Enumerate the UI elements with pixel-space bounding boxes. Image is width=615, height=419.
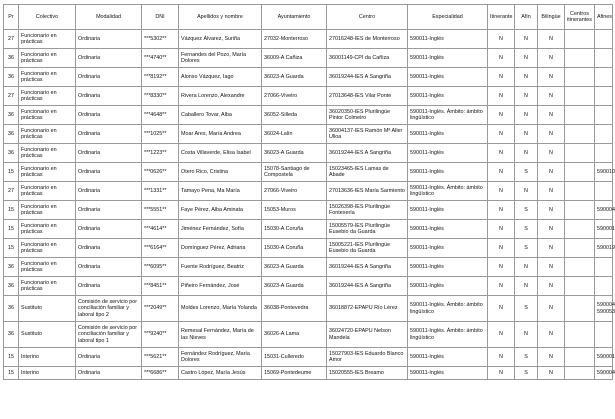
cell-centro: 36019244-IES A Sangriña	[327, 68, 408, 87]
cell-apellidos-nombre: Remesal Fernández, María de las Nieves	[179, 322, 262, 348]
cell-bilingue: N	[538, 296, 565, 322]
cell-itinerante: N	[488, 322, 515, 348]
cell-itinerante: N	[488, 201, 515, 220]
cell-centros-itinerantes	[565, 220, 595, 239]
cell-especialidad: 590011-Inglés	[408, 258, 488, 277]
cell-dni: ***8192**	[142, 68, 179, 87]
cell-itinerante: N	[488, 296, 515, 322]
cell-colectivo: Funcionario en prácticas	[19, 106, 76, 125]
cell-colectivo: Funcionario en prácticas	[19, 239, 76, 258]
cell-afin: N	[515, 277, 538, 296]
cell-pr: 36	[4, 49, 19, 68]
table-row	[4, 30, 613, 49]
cell-colectivo: Sustituto	[19, 296, 76, 322]
cell-modalidad: Ordinaria	[76, 348, 142, 367]
cell-centro: 27013648-IES Vilar Ponte	[327, 87, 408, 106]
cell-apellidos-nombre: Faye Pérez, Alba Aminata	[179, 201, 262, 220]
cell-centros-itinerantes	[565, 49, 595, 68]
cell-especialidad: 590011-Inglés. Ámbito: ámbito lingüístico	[408, 106, 488, 125]
cell-afin: N	[515, 87, 538, 106]
cell-centro: 15020555-IES Breamo	[327, 367, 408, 380]
cell-modalidad: Comisión de servicio por conciliación familiar y laboral tipo 1	[76, 322, 142, 348]
cell-especialidad: 590011-Inglés	[408, 239, 488, 258]
cell-centros-itinerantes	[565, 125, 595, 144]
cell-centros-itinerantes	[565, 106, 595, 125]
cell-afin: S	[515, 367, 538, 380]
cell-ayuntamiento: 27032-Monterroso	[262, 30, 327, 49]
header-ayuntamiento: Ayuntamiento	[262, 5, 327, 30]
header-pr: Pr	[4, 5, 19, 30]
cell-dni: ***6686**	[142, 367, 179, 380]
cell-modalidad: Ordinaria	[76, 49, 142, 68]
table-row	[4, 49, 613, 68]
cell-ayuntamiento: 36023-A Guarda	[262, 68, 327, 87]
table-row	[4, 277, 613, 296]
cell-modalidad: Comisión de servicio por conciliación familiar y laboral tipo 2	[76, 296, 142, 322]
table-row	[4, 239, 613, 258]
header-especialidad: Especialidad	[408, 5, 488, 30]
cell-modalidad: Ordinaria	[76, 367, 142, 380]
header-afin: Afín	[515, 5, 538, 30]
cell-afin: S	[515, 201, 538, 220]
cell-afin: S	[515, 163, 538, 182]
table-row	[4, 106, 613, 125]
cell-colectivo: Funcionario en prácticas	[19, 277, 76, 296]
cell-itinerante: N	[488, 106, 515, 125]
cell-apellidos-nombre: Fernández Rodríguez, María Dolores	[179, 348, 262, 367]
cell-afines	[595, 258, 613, 277]
header-apellidos-nombre: Apellidos y nombre	[179, 5, 262, 30]
cell-itinerante: N	[488, 30, 515, 49]
header-dni: DNI	[142, 5, 179, 30]
cell-modalidad: Ordinaria	[76, 125, 142, 144]
cell-dni: ***4614**	[142, 220, 179, 239]
cell-centros-itinerantes	[565, 348, 595, 367]
cell-dni: ***6095**	[142, 258, 179, 277]
cell-apellidos-nombre: Tamayo Pena, Ma María	[179, 182, 262, 201]
cell-modalidad: Ordinaria	[76, 30, 142, 49]
cell-colectivo: Sustituto	[19, 322, 76, 348]
cell-dni: ***6164**	[142, 239, 179, 258]
cell-itinerante: N	[488, 144, 515, 163]
cell-centros-itinerantes	[565, 68, 595, 87]
cell-centro: 36001149-CPI da Cañiza	[327, 49, 408, 68]
cell-colectivo: Funcionario en prácticas	[19, 144, 76, 163]
cell-dni: ***4740**	[142, 49, 179, 68]
table-row	[4, 201, 613, 220]
cell-modalidad: Ordinaria	[76, 87, 142, 106]
assignments-sheet	[3, 4, 615, 380]
cell-afin: N	[515, 125, 538, 144]
cell-afin: N	[515, 49, 538, 68]
cell-afines: 590010	[595, 163, 613, 182]
cell-dni: ***1223**	[142, 144, 179, 163]
cell-centros-itinerantes	[565, 296, 595, 322]
cell-itinerante: N	[488, 277, 515, 296]
table-body	[4, 30, 613, 380]
cell-afines: 590004	[595, 201, 613, 220]
table-row	[4, 182, 613, 201]
cell-bilingue: N	[538, 30, 565, 49]
cell-afines	[595, 49, 613, 68]
cell-colectivo: Funcionario en prácticas	[19, 30, 76, 49]
assignments-table	[3, 4, 613, 380]
cell-bilingue: N	[538, 182, 565, 201]
cell-afines: 590001	[595, 220, 613, 239]
cell-ayuntamiento: 27066-Viveiro	[262, 182, 327, 201]
cell-bilingue: N	[538, 220, 565, 239]
cell-afin: N	[515, 258, 538, 277]
cell-pr: 36	[4, 68, 19, 87]
cell-centro: 36024720-EPAPU Nelson Mandela	[327, 322, 408, 348]
cell-itinerante: N	[488, 125, 515, 144]
cell-apellidos-nombre: Fuente Rodríguez, Beatriz	[179, 258, 262, 277]
cell-colectivo: Funcionario en prácticas	[19, 49, 76, 68]
cell-ayuntamiento: 36038-Pontevedra	[262, 296, 327, 322]
cell-modalidad: Ordinaria	[76, 239, 142, 258]
cell-dni: ***1025**	[142, 125, 179, 144]
table-row	[4, 68, 613, 87]
cell-modalidad: Ordinaria	[76, 258, 142, 277]
cell-pr: 15	[4, 163, 19, 182]
cell-centros-itinerantes	[565, 258, 595, 277]
cell-colectivo: Funcionario en prácticas	[19, 201, 76, 220]
cell-ayuntamiento: 36052-Silleda	[262, 106, 327, 125]
cell-ayuntamiento: 15031-Culleredo	[262, 348, 327, 367]
cell-especialidad: 590011-Inglés	[408, 277, 488, 296]
cell-modalidad: Ordinaria	[76, 182, 142, 201]
header-modalidad: Modalidad	[76, 5, 142, 30]
cell-dni: ***5302**	[142, 30, 179, 49]
cell-especialidad: 590011-Inglés	[408, 30, 488, 49]
header-colectivo: Colectivo	[19, 5, 76, 30]
cell-pr: 36	[4, 322, 19, 348]
cell-apellidos-nombre: Jiménez Fernández, Sofía	[179, 220, 262, 239]
cell-apellidos-nombre: Otero Rico, Cristina	[179, 163, 262, 182]
cell-bilingue: N	[538, 144, 565, 163]
cell-especialidad: 590011-Inglés	[408, 68, 488, 87]
cell-afines: 590001	[595, 348, 613, 367]
cell-afines	[595, 322, 613, 348]
cell-itinerante: N	[488, 68, 515, 87]
cell-dni: ***5551**	[142, 201, 179, 220]
cell-pr: 27	[4, 87, 19, 106]
cell-afines: 590004 590053	[595, 296, 613, 322]
cell-itinerante: N	[488, 220, 515, 239]
cell-especialidad: 590011-Inglés	[408, 144, 488, 163]
cell-centros-itinerantes	[565, 322, 595, 348]
cell-bilingue: N	[538, 367, 565, 380]
cell-afin: N	[515, 182, 538, 201]
cell-bilingue: N	[538, 125, 565, 144]
cell-ayuntamiento: 15078-Santiago de Compostela	[262, 163, 327, 182]
cell-afin: N	[515, 30, 538, 49]
cell-itinerante: N	[488, 163, 515, 182]
cell-afines	[595, 182, 613, 201]
cell-especialidad: 590011-Inglés	[408, 367, 488, 380]
table-row	[4, 144, 613, 163]
table-row	[4, 367, 613, 380]
cell-modalidad: Ordinaria	[76, 144, 142, 163]
cell-centro: 15005579-IES Plurilingüe Eusebio da Guarda	[327, 220, 408, 239]
cell-centros-itinerantes	[565, 87, 595, 106]
header-centros-itinerantes: Centros itinerantes	[565, 5, 595, 30]
cell-colectivo: Funcionario en prácticas	[19, 182, 76, 201]
cell-centro: 36019244-IES A Sangriña	[327, 144, 408, 163]
table-header	[4, 5, 613, 30]
cell-centros-itinerantes	[565, 30, 595, 49]
cell-apellidos-nombre: Moar Ares, María Andrea	[179, 125, 262, 144]
cell-itinerante: N	[488, 348, 515, 367]
cell-ayuntamiento: 36023-A Guarda	[262, 144, 327, 163]
header-row	[4, 5, 613, 30]
cell-especialidad: 590011-Inglés	[408, 125, 488, 144]
cell-ayuntamiento: 15030-A Coruña	[262, 220, 327, 239]
header-bilingue: Bilingüe	[538, 5, 565, 30]
cell-centros-itinerantes	[565, 239, 595, 258]
cell-apellidos-nombre: Caballero Tovar, Alba	[179, 106, 262, 125]
cell-apellidos-nombre: Rivera Lorenzo, Alexandre	[179, 87, 262, 106]
cell-modalidad: Ordinaria	[76, 68, 142, 87]
cell-bilingue: N	[538, 49, 565, 68]
cell-afin: N	[515, 322, 538, 348]
cell-especialidad: 590011-Inglés. Ámbito: ámbito lingüístico	[408, 182, 488, 201]
cell-afines	[595, 30, 613, 49]
cell-pr: 15	[4, 201, 19, 220]
cell-apellidos-nombre: Costa Villaverde, Elisa Isabel	[179, 144, 262, 163]
cell-centro: 15027903-IES Eduardo Blanco Amor	[327, 348, 408, 367]
cell-dni: ***2049**	[142, 296, 179, 322]
cell-colectivo: Funcionario en prácticas	[19, 220, 76, 239]
cell-especialidad: 590011-Inglés	[408, 220, 488, 239]
cell-apellidos-nombre: Alonso Vázquez, Iago	[179, 68, 262, 87]
cell-ayuntamiento: 15030-A Coruña	[262, 239, 327, 258]
cell-bilingue: N	[538, 239, 565, 258]
cell-ayuntamiento: 15053-Muros	[262, 201, 327, 220]
cell-especialidad: 590011-Inglés	[408, 201, 488, 220]
cell-bilingue: N	[538, 163, 565, 182]
cell-pr: 36	[4, 106, 19, 125]
cell-ayuntamiento: 27066-Viveiro	[262, 87, 327, 106]
cell-pr: 36	[4, 144, 19, 163]
cell-centro: 36019244-IES A Sangriña	[327, 258, 408, 277]
cell-afines: 590019	[595, 239, 613, 258]
cell-afin: S	[515, 296, 538, 322]
cell-dni: ***8330**	[142, 87, 179, 106]
cell-itinerante: N	[488, 239, 515, 258]
cell-centro: 36020350-IES Plurilingüe Pintor Colmeiro	[327, 106, 408, 125]
cell-dni: ***5621**	[142, 348, 179, 367]
cell-apellidos-nombre: Domínguez Pérez, Adriana	[179, 239, 262, 258]
cell-afines: 590004	[595, 367, 613, 380]
cell-apellidos-nombre: Piñeiro Fernández, José	[179, 277, 262, 296]
cell-itinerante: N	[488, 367, 515, 380]
cell-centro: 15023465-IES Lamas de Abade	[327, 163, 408, 182]
cell-pr: 36	[4, 125, 19, 144]
cell-pr: 15	[4, 220, 19, 239]
cell-pr: 27	[4, 182, 19, 201]
cell-itinerante: N	[488, 49, 515, 68]
cell-modalidad: Ordinaria	[76, 277, 142, 296]
cell-centro: 15005221-IES Plurilingüe Eusebio da Guarda	[327, 239, 408, 258]
cell-pr: 15	[4, 239, 19, 258]
cell-centros-itinerantes	[565, 201, 595, 220]
cell-especialidad: 590011-Inglés	[408, 163, 488, 182]
cell-dni: ***0626**	[142, 163, 179, 182]
cell-bilingue: N	[538, 106, 565, 125]
cell-pr: 27	[4, 30, 19, 49]
cell-especialidad: 590011-Inglés	[408, 348, 488, 367]
cell-afines	[595, 125, 613, 144]
cell-afines	[595, 277, 613, 296]
cell-centro: 27016248-IES de Monterroso	[327, 30, 408, 49]
table-row	[4, 258, 613, 277]
cell-centros-itinerantes	[565, 163, 595, 182]
cell-centros-itinerantes	[565, 144, 595, 163]
cell-itinerante: N	[488, 258, 515, 277]
cell-bilingue: N	[538, 201, 565, 220]
cell-afin: N	[515, 144, 538, 163]
cell-especialidad: 590011-Inglés. Ámbito: ámbito lingüístico	[408, 296, 488, 322]
cell-centro: 36004137-IES Ramón Mª Aller Ulloa	[327, 125, 408, 144]
cell-afines	[595, 144, 613, 163]
cell-afines	[595, 106, 613, 125]
cell-itinerante: N	[488, 182, 515, 201]
cell-afin: S	[515, 239, 538, 258]
cell-especialidad: 590011-Inglés	[408, 87, 488, 106]
cell-bilingue: N	[538, 322, 565, 348]
cell-colectivo: Funcionario en prácticas	[19, 68, 76, 87]
cell-colectivo: Funcionario en prácticas	[19, 258, 76, 277]
table-row	[4, 163, 613, 182]
cell-dni: ***9240**	[142, 322, 179, 348]
cell-modalidad: Ordinaria	[76, 201, 142, 220]
cell-modalidad: Ordinaria	[76, 106, 142, 125]
cell-modalidad: Ordinaria	[76, 163, 142, 182]
cell-pr: 15	[4, 367, 19, 380]
table-row	[4, 348, 613, 367]
cell-dni: ***8451**	[142, 277, 179, 296]
cell-apellidos-nombre: Vázquez Álvarez, Suriña	[179, 30, 262, 49]
cell-bilingue: N	[538, 258, 565, 277]
table-row	[4, 220, 613, 239]
header-itinerante: Itinerante	[488, 5, 515, 30]
cell-afines	[595, 87, 613, 106]
cell-ayuntamiento: 36023-A Guarda	[262, 277, 327, 296]
cell-dni: ***4648**	[142, 106, 179, 125]
cell-ayuntamiento: 36024-Lalín	[262, 125, 327, 144]
cell-afines	[595, 68, 613, 87]
cell-afin: N	[515, 68, 538, 87]
cell-apellidos-nombre: Moldes Lorenzo, María Yolanda	[179, 296, 262, 322]
cell-ayuntamiento: 36023-A Guarda	[262, 258, 327, 277]
cell-bilingue: N	[538, 277, 565, 296]
cell-apellidos-nombre: Castro López, María Jesús	[179, 367, 262, 380]
cell-ayuntamiento: 36026-A Lama	[262, 322, 327, 348]
cell-itinerante: N	[488, 87, 515, 106]
header-centro: Centro	[327, 5, 408, 30]
cell-centros-itinerantes	[565, 182, 595, 201]
cell-bilingue: N	[538, 68, 565, 87]
cell-ayuntamiento: 15069-Pontedeume	[262, 367, 327, 380]
cell-colectivo: Funcionario en prácticas	[19, 87, 76, 106]
cell-afin: N	[515, 106, 538, 125]
cell-colectivo: Funcionario en prácticas	[19, 163, 76, 182]
table-row	[4, 296, 613, 322]
cell-centros-itinerantes	[565, 367, 595, 380]
header-afines: Afines	[595, 5, 613, 30]
cell-centro: 36019244-IES A Sangriña	[327, 277, 408, 296]
cell-colectivo: Interino	[19, 367, 76, 380]
cell-ayuntamiento: 36009-A Cañiza	[262, 49, 327, 68]
cell-bilingue: N	[538, 87, 565, 106]
cell-bilingue: N	[538, 348, 565, 367]
table-row	[4, 87, 613, 106]
table-row	[4, 125, 613, 144]
cell-centro: 27013636-IES María Sarmiento	[327, 182, 408, 201]
cell-modalidad: Ordinaria	[76, 220, 142, 239]
cell-dni: ***1331**	[142, 182, 179, 201]
cell-centros-itinerantes	[565, 277, 595, 296]
cell-pr: 36	[4, 296, 19, 322]
cell-centro: 36018872-EPAPU Río Lérez	[327, 296, 408, 322]
cell-apellidos-nombre: Fernandes del Pozo, María Dolores	[179, 49, 262, 68]
cell-colectivo: Interino	[19, 348, 76, 367]
cell-centro: 15026398-IES Plurilingüe Fontexería	[327, 201, 408, 220]
cell-especialidad: 590011-Inglés	[408, 49, 488, 68]
cell-pr: 15	[4, 348, 19, 367]
cell-pr: 36	[4, 277, 19, 296]
cell-afin: S	[515, 348, 538, 367]
cell-colectivo: Funcionario en prácticas	[19, 125, 76, 144]
table-row	[4, 322, 613, 348]
cell-afin: S	[515, 220, 538, 239]
cell-especialidad: 590011-Inglés. Ámbito: ámbito lingüístico	[408, 322, 488, 348]
cell-pr: 36	[4, 258, 19, 277]
